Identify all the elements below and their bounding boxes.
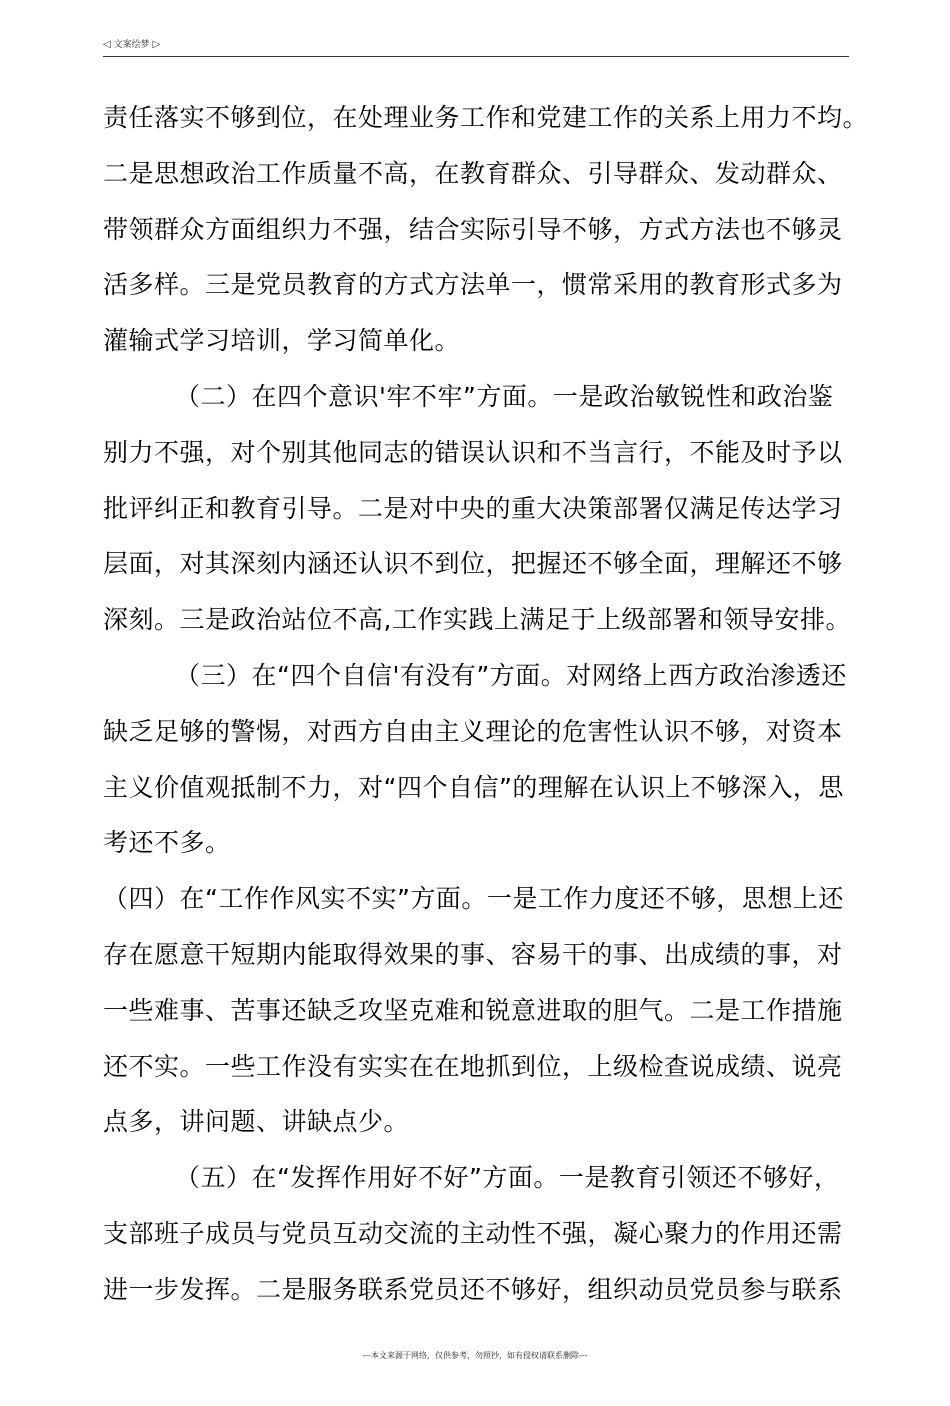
text-line: 责任落实不够到位，在处理业务工作和党建工作的关系上用力不均。 — [103, 103, 869, 132]
text-line: 灌输式学习培训，学习简单化。 — [103, 326, 461, 356]
text-line: （五）在“发挥作用好不好”方面。一是教育引领还不够好， — [175, 1163, 840, 1193]
text-line: 存在愿意干短期内能取得效果的事、容易干的事、出成绩的事，对 — [103, 939, 843, 969]
text-line: 活多样。三是党员教育的方式方法单一，惯常采用的教育形式多为 — [103, 270, 843, 300]
document-body — [103, 90, 869, 1318]
text-line: 缺乏足够的警惕，对西方自由主义理论的危害性认识不够，对资本 — [103, 716, 843, 746]
text-line: 带领群众方面组织力不强，结合实际引导不够，方式方法也不够灵 — [103, 214, 843, 244]
page-header — [103, 38, 849, 57]
text-line: 进一步发挥。二是服务联系党员还不够好，组织动员党员参与联系 — [103, 1274, 843, 1304]
text-line: 一些难事、苦事还缺乏攻坚克难和锐意进取的胆气。二是工作措施 — [103, 995, 843, 1025]
text-line: 层面，对其深刻内涵还认识不到位，把握还不够全面，理解还不够 — [103, 549, 843, 579]
text-line: 别力不强，对个别其他同志的错误认识和不当言行，不能及时予以 — [103, 437, 843, 467]
text-line: （四）在“工作作风实不实”方面。一是工作力度还不够，思想上还 — [103, 884, 844, 914]
text-line: （二）在四个意识'牢不牢”方面。一是政治敏锐性和政治鉴 — [175, 381, 834, 411]
text-line: 还不实。一些工作没有实实在在地抓到位，上级检查说成绩、说亮 — [103, 1051, 843, 1081]
page-footer: ---本文来源于网络，仅供参考，勿照抄，如有侵权请联系删除--- — [362, 1351, 588, 1360]
text-line: （三）在“四个自信'有没有”方面。对网络上西方政治渗透还 — [175, 660, 847, 690]
text-line: 主义价值观抵制不力，对“四个自信”的理解在认识上不够深入，思 — [103, 772, 844, 802]
right-arrow-icon: ▷ — [152, 39, 161, 50]
text-line: 支部班子成员与党员互动交流的主动性不强，凝心聚力的作用还需 — [103, 1218, 843, 1248]
text-line: 二是思想政治工作质量不高，在教育群众、引导群众、发动群众、 — [103, 158, 843, 188]
header-title: 文案绘梦 — [113, 40, 150, 50]
text-line: 批评纠正和教育引导。二是对中央的重大决策部署仅满足传达学习 — [103, 493, 843, 523]
left-arrow-icon: ◁ — [103, 39, 111, 50]
text-line: 考还不多。 — [103, 828, 231, 858]
text-line: 点多，讲问题、讲缺点少。 — [103, 1107, 410, 1137]
text-line: 深刻。三是政治站位不高,工作实践上满足于上级部署和领导安排。 — [103, 605, 851, 635]
